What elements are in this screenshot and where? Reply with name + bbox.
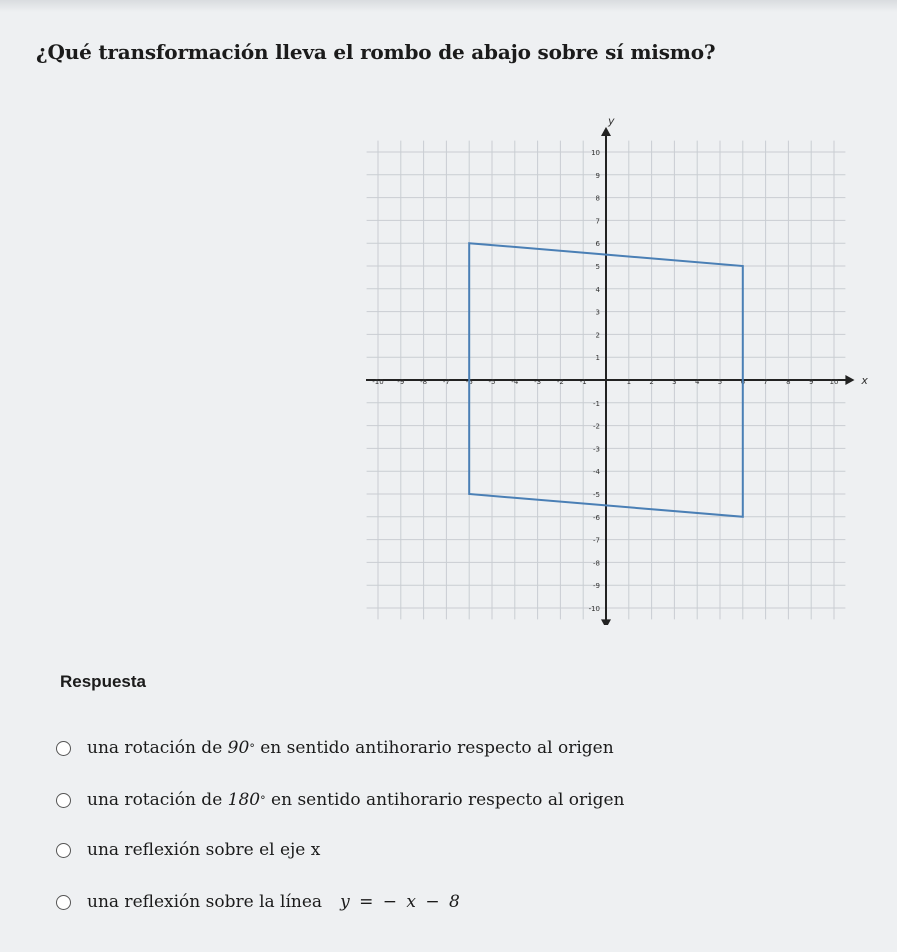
- y-tick-label: -3: [593, 445, 600, 454]
- y-tick-label: 10: [591, 149, 600, 157]
- y-axis-arrow-up: [601, 127, 611, 136]
- option-math: y = − x − 8: [340, 892, 462, 912]
- x-tick-label: 2: [649, 378, 654, 386]
- x-tick-label: -6: [465, 378, 473, 386]
- x-tick-label: -3: [534, 378, 542, 386]
- y-tick-label: 6: [595, 240, 600, 249]
- x-tick-label: 1: [626, 378, 632, 386]
- coordinate-graph: [366, 105, 876, 625]
- option-text-suffix: en sentido antihorario respecto al origen: [260, 738, 614, 758]
- y-tick-label: -9: [593, 582, 600, 591]
- x-tick-label: 3: [672, 378, 677, 386]
- y-tick-label: -1: [593, 399, 600, 408]
- x-axis-arrow-right: [845, 375, 854, 385]
- degree-symbol: °: [249, 741, 255, 755]
- x-tick-label: 4: [694, 378, 700, 386]
- top-divider: [0, 0, 897, 12]
- y-tick-label: 9: [595, 171, 600, 180]
- answer-option-reflection-line[interactable]: [56, 892, 462, 912]
- x-tick-label: 6: [740, 378, 746, 386]
- answer-option-reflection-x-axis[interactable]: [56, 840, 320, 860]
- radio-button[interactable]: [56, 895, 71, 910]
- y-tick-label: 7: [595, 217, 600, 226]
- radio-button[interactable]: [56, 793, 71, 808]
- x-tick-label: 7: [763, 378, 768, 386]
- y-tick-label: -7: [593, 536, 600, 545]
- option-text: una reflexión sobre el eje x: [87, 840, 321, 860]
- y-tick-label: -5: [593, 491, 600, 499]
- x-tick-label: -2: [556, 378, 564, 386]
- option-text-suffix: en sentido antihorario respecto al origen: [271, 790, 625, 810]
- option-text: una rotación de: [87, 738, 223, 758]
- x-tick-label: -9: [397, 378, 405, 386]
- y-axis-arrow-down: [601, 619, 611, 625]
- radio-button[interactable]: [56, 843, 71, 858]
- option-math: 90: [227, 738, 250, 758]
- x-tick-label: 8: [786, 378, 791, 386]
- y-tick-label: 5: [595, 263, 600, 271]
- y-tick-label: -2: [593, 422, 600, 431]
- y-axis-label: y: [608, 114, 615, 128]
- x-tick-label: 9: [808, 378, 814, 386]
- x-tick-label: -8: [420, 378, 428, 386]
- answer-heading: Respuesta: [60, 672, 146, 691]
- option-text: una rotación de: [87, 790, 223, 810]
- x-tick-label: -7: [442, 378, 450, 386]
- answer-option-rotation-90[interactable]: [56, 738, 614, 758]
- x-tick-label: -10: [372, 378, 384, 386]
- x-tick-label: -5: [488, 378, 496, 386]
- y-tick-label: 2: [595, 331, 600, 340]
- x-tick-label: 10: [829, 378, 839, 386]
- option-math: 180: [227, 790, 261, 810]
- radio-button[interactable]: [56, 741, 71, 756]
- y-tick-label: -4: [593, 468, 600, 477]
- y-tick-label: 1: [595, 354, 600, 363]
- x-tick-label: -1: [579, 378, 587, 386]
- answer-option-rotation-180[interactable]: [56, 790, 624, 810]
- x-tick-label: -4: [511, 378, 519, 386]
- degree-symbol: °: [260, 793, 266, 807]
- x-tick-label: 5: [717, 378, 723, 386]
- option-text: una reflexión sobre la línea: [87, 892, 323, 912]
- question-text: ¿Qué transformación lleva el rombo de abajo sobre sí mismo?: [36, 40, 716, 64]
- y-tick-label: -8: [593, 559, 600, 568]
- y-tick-label: 4: [595, 285, 600, 294]
- y-tick-label: 3: [595, 308, 600, 317]
- y-tick-label: -10: [588, 605, 600, 613]
- y-tick-label: -6: [593, 513, 600, 522]
- x-axis-label: x: [861, 374, 868, 387]
- y-tick-label: 8: [595, 194, 600, 203]
